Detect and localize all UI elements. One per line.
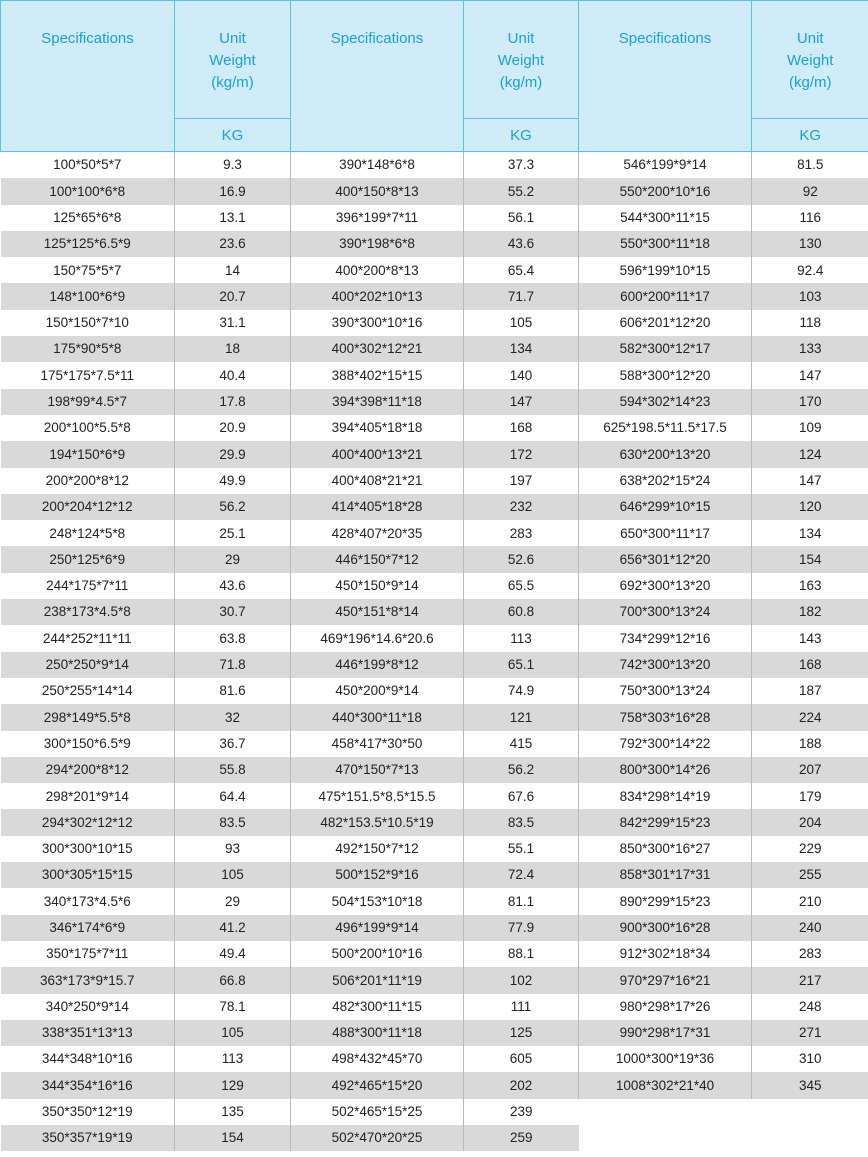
spec-cell: 244*175*7*11 — [1, 573, 175, 599]
spec-cell: 338*351*13*13 — [1, 1020, 175, 1046]
spec-cell: 700*300*13*24 — [579, 599, 752, 625]
spec-cell: 394*405*18*18 — [291, 415, 464, 441]
spec-cell: 446*199*8*12 — [291, 652, 464, 678]
header-row — [1, 1, 868, 119]
weight-cell: 240 — [752, 915, 868, 941]
spec-cell: 400*150*8*13 — [291, 178, 464, 204]
weight-cell: 232 — [464, 494, 579, 520]
spec-cell: 750*300*13*24 — [579, 678, 752, 704]
weight-cell: 217 — [752, 967, 868, 993]
spec-cell: 482*300*11*15 — [291, 994, 464, 1020]
weight-cell: 65.1 — [464, 652, 579, 678]
weight-cell: 111 — [464, 994, 579, 1020]
weight-cell: 49.9 — [175, 468, 291, 494]
weight-cell: 30.7 — [175, 599, 291, 625]
weight-cell: 83.5 — [464, 809, 579, 835]
spec-cell: 630*200*13*20 — [579, 441, 752, 467]
spec-cell: 980*298*17*26 — [579, 994, 752, 1020]
weight-cell: 103 — [752, 283, 868, 309]
weight-cell: 197 — [464, 468, 579, 494]
weight-cell: 259 — [464, 1125, 579, 1151]
table-row — [1, 783, 868, 809]
weight-cell: 20.7 — [175, 283, 291, 309]
spec-cell: 1008*302*21*40 — [579, 1072, 752, 1098]
spec-cell: 588*300*12*20 — [579, 362, 752, 388]
spec-cell: 363*173*9*15.7 — [1, 967, 175, 993]
weight-cell: 43.6 — [464, 231, 579, 257]
weight-cell: 29 — [175, 888, 291, 914]
spec-cell: 100*50*5*7 — [1, 152, 175, 179]
weight-cell: 187 — [752, 678, 868, 704]
spec-cell: 469*196*14.6*20.6 — [291, 625, 464, 651]
spec-cell: 125*125*6.5*9 — [1, 231, 175, 257]
spec-cell: 596*199*10*15 — [579, 257, 752, 283]
spec-cell: 488*300*11*18 — [291, 1020, 464, 1046]
weight-cell: 109 — [752, 415, 868, 441]
spec-cell: 890*299*15*23 — [579, 888, 752, 914]
weight-cell: 32 — [175, 704, 291, 730]
table-row — [1, 757, 868, 783]
spec-cell: 834*298*14*19 — [579, 783, 752, 809]
weight-cell: 154 — [175, 1125, 291, 1151]
spec-cell: 600*200*11*17 — [579, 283, 752, 309]
unit-weight-line: Weight — [209, 52, 256, 69]
unit-weight-line: (kg/m) — [211, 74, 254, 91]
spec-cell: 198*99*4.5*7 — [1, 389, 175, 415]
weight-cell: 172 — [464, 441, 579, 467]
table-row — [1, 231, 868, 257]
spec-cell: 400*302*12*21 — [291, 336, 464, 362]
unit-weight-line: (kg/m) — [499, 74, 543, 91]
weight-cell: 66.8 — [175, 967, 291, 993]
table-row — [1, 1072, 868, 1098]
weight-cell: 49.4 — [175, 941, 291, 967]
spec-cell: 428*407*20*35 — [291, 520, 464, 546]
spec-cell: 148*100*6*9 — [1, 283, 175, 309]
weight-cell: 81.6 — [175, 678, 291, 704]
kg-header: KG — [175, 119, 291, 152]
weight-cell: 83.5 — [175, 809, 291, 835]
spec-cell: 344*348*10*16 — [1, 1046, 175, 1072]
spec-cell: 544*300*11*15 — [579, 205, 752, 231]
weight-cell: 56.1 — [464, 205, 579, 231]
spec-cell: 1000*300*19*36 — [579, 1046, 752, 1072]
spec-cell: 500*200*10*16 — [291, 941, 464, 967]
spec-cell: 475*151.5*8.5*15.5 — [291, 783, 464, 809]
table-body — [1, 1, 868, 1152]
weight-cell: 129 — [175, 1072, 291, 1098]
weight-cell: 168 — [752, 652, 868, 678]
table-row — [1, 205, 868, 231]
spec-cell: 550*300*11*18 — [579, 231, 752, 257]
weight-cell: 120 — [752, 494, 868, 520]
weight-cell: 71.8 — [175, 652, 291, 678]
table-row — [1, 731, 868, 757]
weight-cell: 81.5 — [752, 152, 868, 179]
spec-cell: 298*149*5.5*8 — [1, 704, 175, 730]
table-row — [1, 625, 868, 651]
table-row — [1, 441, 868, 467]
spec-cell: 500*152*9*16 — [291, 862, 464, 888]
table-row — [1, 809, 868, 835]
table-row — [1, 362, 868, 388]
weight-cell: 31.1 — [175, 310, 291, 336]
table-row — [1, 704, 868, 730]
weight-cell: 88.1 — [464, 941, 579, 967]
spec-cell: 350*350*12*19 — [1, 1099, 175, 1125]
spec-cell: 194*150*6*9 — [1, 441, 175, 467]
weight-cell: 18 — [175, 336, 291, 362]
weight-cell: 179 — [752, 783, 868, 809]
weight-cell: 202 — [464, 1072, 579, 1098]
spec-cell: 350*175*7*11 — [1, 941, 175, 967]
spec-cell: 400*200*8*13 — [291, 257, 464, 283]
spec-cell: 482*153.5*10.5*19 — [291, 809, 464, 835]
weight-cell: 74.9 — [464, 678, 579, 704]
weight-cell: 310 — [752, 1046, 868, 1072]
spec-cell: 300*150*6.5*9 — [1, 731, 175, 757]
weight-cell: 605 — [464, 1046, 579, 1072]
spec-cell: 298*201*9*14 — [1, 783, 175, 809]
table-row — [1, 468, 868, 494]
weight-cell: 67.6 — [464, 783, 579, 809]
spec-cell: 606*201*12*20 — [579, 310, 752, 336]
table-row — [1, 178, 868, 204]
spec-cell: 646*299*10*15 — [579, 494, 752, 520]
weight-cell: 64.4 — [175, 783, 291, 809]
weight-cell: 207 — [752, 757, 868, 783]
spec-cell: 450*150*9*14 — [291, 573, 464, 599]
table-row — [1, 283, 868, 309]
spec-cell: 238*173*4.5*8 — [1, 599, 175, 625]
spec-cell: 150*150*7*10 — [1, 310, 175, 336]
table-row — [1, 494, 868, 520]
spec-cell: 792*300*14*22 — [579, 731, 752, 757]
weight-cell: 113 — [175, 1046, 291, 1072]
empty-cell — [752, 1125, 868, 1151]
unit-weight-header — [752, 1, 868, 119]
spec-cell: 294*302*12*12 — [1, 809, 175, 835]
weight-cell: 78.1 — [175, 994, 291, 1020]
weight-cell: 71.7 — [464, 283, 579, 309]
weight-cell: 283 — [752, 941, 868, 967]
specifications-header: Specifications — [291, 1, 464, 152]
spec-cell: 446*150*7*12 — [291, 546, 464, 572]
spec-cell: 394*398*11*18 — [291, 389, 464, 415]
weight-cell: 20.9 — [175, 415, 291, 441]
spec-cell: 850*300*16*27 — [579, 836, 752, 862]
weight-cell: 229 — [752, 836, 868, 862]
weight-cell: 17.8 — [175, 389, 291, 415]
spec-cell: 625*198.5*11.5*17.5 — [579, 415, 752, 441]
weight-cell: 56.2 — [464, 757, 579, 783]
weight-cell: 65.5 — [464, 573, 579, 599]
table-row — [1, 1046, 868, 1072]
weight-cell: 125 — [464, 1020, 579, 1046]
weight-cell: 239 — [464, 1099, 579, 1125]
weight-cell: 188 — [752, 731, 868, 757]
table-row — [1, 599, 868, 625]
spec-cell: 175*175*7.5*11 — [1, 362, 175, 388]
table-row — [1, 310, 868, 336]
weight-cell: 55.1 — [464, 836, 579, 862]
weight-cell: 56.2 — [175, 494, 291, 520]
table-row — [1, 389, 868, 415]
spec-cell: 340*173*4.5*6 — [1, 888, 175, 914]
spec-cell: 990*298*17*31 — [579, 1020, 752, 1046]
kg-header: KG — [752, 119, 868, 152]
table-row — [1, 415, 868, 441]
weight-cell: 248 — [752, 994, 868, 1020]
spec-cell: 346*174*6*9 — [1, 915, 175, 941]
weight-cell: 13.1 — [175, 205, 291, 231]
weight-cell: 105 — [175, 1020, 291, 1046]
spec-cell: 400*202*10*13 — [291, 283, 464, 309]
spec-cell: 504*153*10*18 — [291, 888, 464, 914]
empty-cell — [579, 1125, 752, 1151]
weight-cell: 124 — [752, 441, 868, 467]
spec-cell: 440*300*11*18 — [291, 704, 464, 730]
unit-weight-header — [175, 1, 291, 119]
spec-cell: 150*75*5*7 — [1, 257, 175, 283]
spec-cell: 400*408*21*21 — [291, 468, 464, 494]
weight-cell: 116 — [752, 205, 868, 231]
spec-cell: 506*201*11*19 — [291, 967, 464, 993]
spec-cell: 502*465*15*25 — [291, 1099, 464, 1125]
table-row — [1, 573, 868, 599]
spec-cell: 492*150*7*12 — [291, 836, 464, 862]
weight-cell: 140 — [464, 362, 579, 388]
unit-weight-line: Unit — [507, 30, 535, 47]
table-row — [1, 836, 868, 862]
weight-cell: 118 — [752, 310, 868, 336]
weight-cell: 65.4 — [464, 257, 579, 283]
table-row — [1, 546, 868, 572]
weight-cell: 77.9 — [464, 915, 579, 941]
table-row — [1, 862, 868, 888]
table-row — [1, 257, 868, 283]
unit-weight-header — [464, 1, 579, 119]
weight-cell: 40.4 — [175, 362, 291, 388]
weight-cell: 29 — [175, 546, 291, 572]
weight-cell: 170 — [752, 389, 868, 415]
spec-cell: 900*300*16*28 — [579, 915, 752, 941]
spec-cell: 594*302*14*23 — [579, 389, 752, 415]
weight-cell: 92.4 — [752, 257, 868, 283]
weight-cell: 55.8 — [175, 757, 291, 783]
table-row — [1, 967, 868, 993]
weight-cell: 29.9 — [175, 441, 291, 467]
weight-cell: 63.8 — [175, 625, 291, 651]
empty-cell — [752, 1099, 868, 1125]
weight-cell: 52.6 — [464, 546, 579, 572]
table-row — [1, 994, 868, 1020]
spec-cell: 450*151*8*14 — [291, 599, 464, 625]
spec-cell: 656*301*12*20 — [579, 546, 752, 572]
spec-cell: 250*250*9*14 — [1, 652, 175, 678]
spec-cell: 390*300*10*16 — [291, 310, 464, 336]
spec-cell: 458*417*30*50 — [291, 731, 464, 757]
spec-cell: 842*299*15*23 — [579, 809, 752, 835]
weight-cell: 105 — [464, 310, 579, 336]
weight-cell: 25.1 — [175, 520, 291, 546]
table-row — [1, 652, 868, 678]
table-row — [1, 1020, 868, 1046]
weight-cell: 81.1 — [464, 888, 579, 914]
spec-cell: 550*200*10*16 — [579, 178, 752, 204]
specifications-header: Specifications — [1, 1, 175, 152]
weight-cell: 147 — [752, 362, 868, 388]
unit-weight-line: Unit — [796, 30, 824, 47]
empty-cell — [579, 1099, 752, 1125]
weight-cell: 43.6 — [175, 573, 291, 599]
spec-cell: 125*65*6*8 — [1, 205, 175, 231]
spec-cell: 390*198*6*8 — [291, 231, 464, 257]
weight-cell: 283 — [464, 520, 579, 546]
weight-cell: 182 — [752, 599, 868, 625]
spec-cell: 400*400*13*21 — [291, 441, 464, 467]
unit-weight-line: Unit — [219, 30, 246, 47]
spec-cell: 650*300*11*17 — [579, 520, 752, 546]
table-row — [1, 336, 868, 362]
weight-cell: 210 — [752, 888, 868, 914]
spec-cell: 496*199*9*14 — [291, 915, 464, 941]
spec-cell: 390*148*6*8 — [291, 152, 464, 179]
table-row — [1, 941, 868, 967]
weight-cell: 92 — [752, 178, 868, 204]
table-row — [1, 915, 868, 941]
unit-weight-line: Weight — [497, 52, 545, 69]
spec-cell: 250*255*14*14 — [1, 678, 175, 704]
spec-cell: 175*90*5*8 — [1, 336, 175, 362]
weight-cell: 154 — [752, 546, 868, 572]
weight-cell: 72.4 — [464, 862, 579, 888]
spec-cell: 912*302*18*34 — [579, 941, 752, 967]
table-row — [1, 520, 868, 546]
weight-cell: 130 — [752, 231, 868, 257]
spec-cell: 492*465*15*20 — [291, 1072, 464, 1098]
weight-cell: 163 — [752, 573, 868, 599]
spec-cell: 450*200*9*14 — [291, 678, 464, 704]
weight-cell: 102 — [464, 967, 579, 993]
spec-cell: 970*297*16*21 — [579, 967, 752, 993]
weight-cell: 147 — [464, 389, 579, 415]
weight-cell: 16.9 — [175, 178, 291, 204]
spec-cell: 200*204*12*12 — [1, 494, 175, 520]
spec-cell: 742*300*13*20 — [579, 652, 752, 678]
table-row — [1, 152, 868, 179]
spec-cell: 498*432*45*70 — [291, 1046, 464, 1072]
spec-cell: 414*405*18*28 — [291, 494, 464, 520]
unit-weight-line: Weight — [787, 52, 834, 69]
weight-cell: 105 — [175, 862, 291, 888]
weight-cell: 147 — [752, 468, 868, 494]
weight-cell: 204 — [752, 809, 868, 835]
weight-cell: 135 — [175, 1099, 291, 1125]
weight-cell: 133 — [752, 336, 868, 362]
spec-cell: 546*199*9*14 — [579, 152, 752, 179]
spec-cell: 200*200*8*12 — [1, 468, 175, 494]
spec-cell: 758*303*16*28 — [579, 704, 752, 730]
spec-cell: 100*100*6*8 — [1, 178, 175, 204]
spec-cell: 638*202*15*24 — [579, 468, 752, 494]
table-row — [1, 1099, 868, 1125]
weight-cell: 9.3 — [175, 152, 291, 179]
spec-cell: 502*470*20*25 — [291, 1125, 464, 1151]
weight-cell: 41.2 — [175, 915, 291, 941]
spec-cell: 396*199*7*11 — [291, 205, 464, 231]
spec-cell: 388*402*15*15 — [291, 362, 464, 388]
spec-cell: 470*150*7*13 — [291, 757, 464, 783]
spec-cell: 250*125*6*9 — [1, 546, 175, 572]
spec-cell: 248*124*5*8 — [1, 520, 175, 546]
weight-cell: 168 — [464, 415, 579, 441]
spec-cell: 294*200*8*12 — [1, 757, 175, 783]
specifications-header: Specifications — [579, 1, 752, 152]
spec-cell: 800*300*14*26 — [579, 757, 752, 783]
spec-cell: 350*357*19*19 — [1, 1125, 175, 1151]
spec-cell: 692*300*13*20 — [579, 573, 752, 599]
kg-header: KG — [464, 119, 579, 152]
weight-cell: 60.8 — [464, 599, 579, 625]
spec-cell: 300*300*10*15 — [1, 836, 175, 862]
spec-cell: 582*300*12*17 — [579, 336, 752, 362]
weight-cell: 23.6 — [175, 231, 291, 257]
spec-cell: 340*250*9*14 — [1, 994, 175, 1020]
weight-cell: 93 — [175, 836, 291, 862]
weight-cell: 55.2 — [464, 178, 579, 204]
weight-cell: 14 — [175, 257, 291, 283]
weight-cell: 255 — [752, 862, 868, 888]
spec-cell: 858*301*17*31 — [579, 862, 752, 888]
table-row — [1, 1125, 868, 1151]
weight-cell: 121 — [464, 704, 579, 730]
spec-cell: 244*252*11*11 — [1, 625, 175, 651]
weight-cell: 37.3 — [464, 152, 579, 179]
weight-cell: 134 — [464, 336, 579, 362]
table-row — [1, 678, 868, 704]
spec-cell: 300*305*15*15 — [1, 862, 175, 888]
weight-cell: 134 — [752, 520, 868, 546]
unit-weight-line: (kg/m) — [789, 74, 832, 91]
weight-cell: 113 — [464, 625, 579, 651]
weight-cell: 345 — [752, 1072, 868, 1098]
weight-cell: 415 — [464, 731, 579, 757]
table-row — [1, 888, 868, 914]
weight-cell: 143 — [752, 625, 868, 651]
spec-cell: 200*100*5.5*8 — [1, 415, 175, 441]
weight-cell: 224 — [752, 704, 868, 730]
weight-cell: 36.7 — [175, 731, 291, 757]
spec-cell: 734*299*12*16 — [579, 625, 752, 651]
weight-cell: 271 — [752, 1020, 868, 1046]
spec-cell: 344*354*16*16 — [1, 1072, 175, 1098]
